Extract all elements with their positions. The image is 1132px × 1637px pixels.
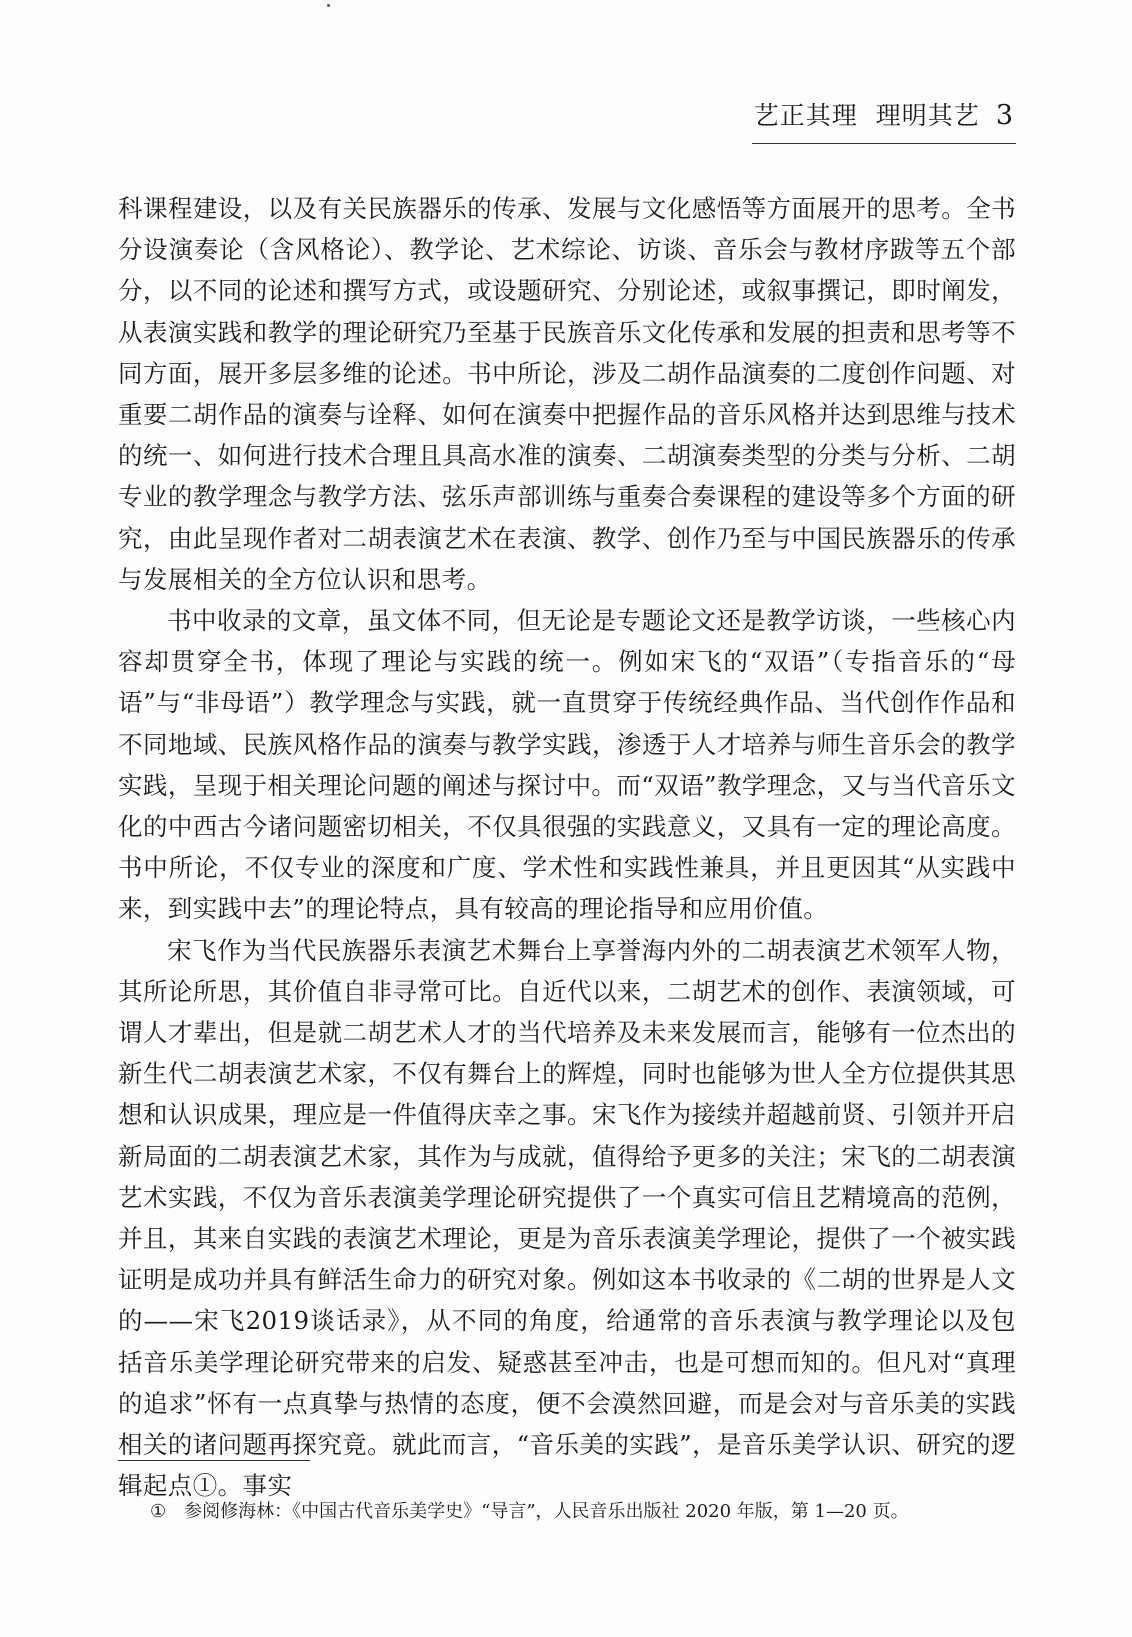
footnote-rule	[118, 1460, 310, 1461]
paragraph-2: 书中收录的文章，虽文体不同，但无论是专题论文还是教学访谈，一些核心内容却贯穿全书，体现了理论与实践的统一。例如宋飞的“双语”（专指音乐的“母语”与“非母语”）教学理念与实践，就一直贯穿于传统经典作品、当代创作作品和不同地域、民族风格作品的演奏与教学实践，渗透于人才培养与师生音乐会的教学实践，呈现于相关理论问题的阐述与探讨中。而“双语”教学理念，又与当代音乐文化的中西古今诸问题密切相关，不仅具很强的实践意义，又具有一定的理论高度。书中所论，不仅专业的深度和广度、学术性和实践性兼具，并且更因其“从实践中来，到实践中去”的理论特点，具有较高的理论指导和应用价值。	[118, 606, 1016, 924]
page-number: 3	[995, 100, 1014, 131]
header-rule	[752, 143, 1016, 144]
scan-speck	[327, 4, 330, 7]
footnote-text: 参阅修海林：《中国古代音乐美学史》“导言”，人民音乐出版社 2020 年版，第 1—20 页。	[184, 1501, 909, 1522]
body-text	[118, 188, 1016, 1507]
paragraph-3: 宋飞作为当代民族器乐表演艺术舞台上享誉海内外的二胡表演艺术领军人物，其所论所思，其价值自非寻常可比。自近代以来，二胡艺术的创作、表演领域，可谓人才辈出，但是就二胡艺术人才的当代培养及未来发展而言，能够有一位杰出的新生代二胡表演艺术家，不仅有舞台上的辉煌，同时也能够为世人全方位提供其思想和认识成果，理应是一件值得庆幸之事。宋飞作为接续并超越前贤、引领并开启新局面的二胡表演艺术家，其作为与成就，值得给予更多的关注；宋飞的二胡表演艺术实践，不仅为音乐表演美学理论研究提供了一个真实可信且艺精境高的范例，并且，其来自实践的表演艺术理论，更是为音乐表演美学理论，提供了一个被实践证明是成功并具有鲜活生命力的研究对象。例如这本书收录的《二胡的世界是人文的——宋飞2019谈话录》，从不同的角度，给通常的音乐表演与教学理论以及包括音乐美学理论研究带来的启发、疑惑甚至冲击，也是可想而知的。但凡对“真理的追求”怀有一点真挚与热情的态度，便不会漠然回避，而是会对与音乐美的实践相关的诸问题再探究竟。就此而言，“音乐美的实践”，是音乐美学认识、研究的逻辑起点①。事实	[118, 935, 1016, 1501]
header-title-right: 理明其艺	[875, 101, 980, 130]
header-title-left: 艺正其理	[753, 101, 858, 130]
footnote-marker: ①	[150, 1501, 167, 1522]
running-header	[754, 102, 1014, 129]
footnote	[150, 1497, 909, 1523]
paragraph-1: 科课程建设，以及有关民族器乐的传承、发展与文化感悟等方面展开的思考。全书分设演奏论（含风格论）、教学论、艺术综论、访谈、音乐会与教材序跋等五个部分，以不同的论述和撰写方式，或设题研究、分别论述，或叙事撰记，即时阐发，从表演实践和教学的理论研究乃至基于民族音乐文化传承和发展的担责和思考等不同方面，展开多层多维的论述。书中所论，涉及二胡作品演奏的二度创作问题、对重要二胡作品的演奏与诠释、如何在演奏中把握作品的音乐风格并达到思维与技术的统一、如何进行技术合理且具高水准的演奏、二胡演奏类型的分类与分析、二胡专业的教学理念与教学方法、弦乐声部训练与重奏合奏课程的建设等多个方面的研究，由此呈现作者对二胡表演艺术在表演、教学、创作乃至与中国民族器乐的传承与发展相关的全方位认识和思考。	[118, 194, 1016, 594]
